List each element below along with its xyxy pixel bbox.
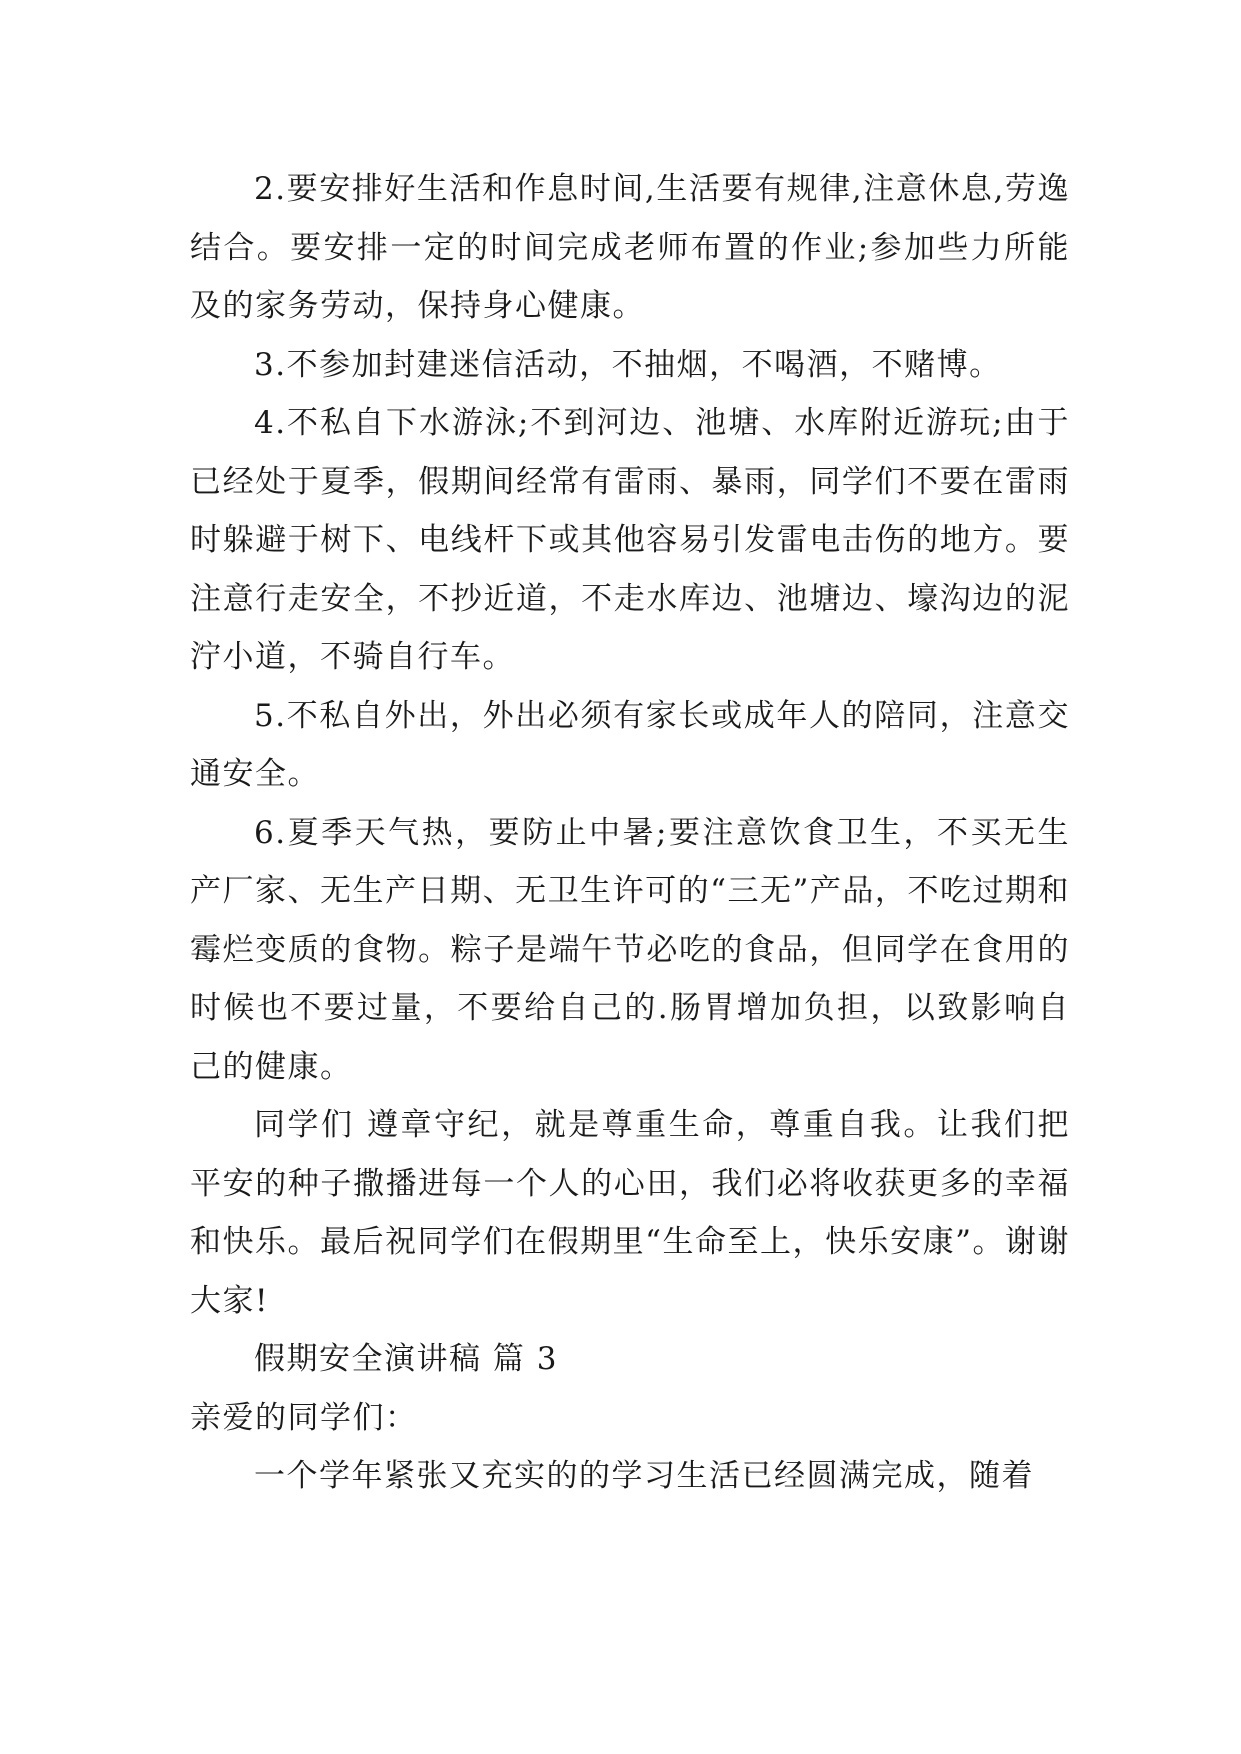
section-title: 假期安全演讲稿 篇 3 bbox=[254, 1341, 558, 1377]
paragraph-item-5: 5.不私自外出，外出必须有家长或成年人的陪同，注意交通安全。 bbox=[190, 697, 1070, 792]
paragraph-item-2: 2.要安排好生活和作息时间,生活要有规律,注意休息,劳逸结合。要安排一定的时间完成老师布置的作业;参加些力所能及的家务劳动，保持身心健康。 bbox=[190, 171, 1070, 324]
paragraph-item-6: 6.夏季天气热，要防止中暑;要注意饮食卫生，不买无生产厂家、无生产日期、无卫生许可的“三无”产品，不吃过期和霉烂变质的食物。粽子是端午节必吃的食品，但同学在食用的时候也不要过量，不要给自己的.肠胃增加负担，以致影响自己的健康。 bbox=[190, 814, 1070, 1085]
document-page bbox=[190, 160, 1070, 1506]
paragraph-item-3: 3.不参加封建迷信活动，不抽烟，不喝酒，不赌博。 bbox=[254, 346, 1002, 383]
salutation: 亲爱的同学们： bbox=[190, 1399, 418, 1436]
paragraph-opening: 一个学年紧张又充实的的学习生活已经圆满完成，随着 bbox=[254, 1458, 1034, 1494]
paragraph-item-4: 4.不私自下水游泳;不到河边、池塘、水库附近游玩;由于已经处于夏季，假期间经常有雷雨、暴雨，同学们不要在雷雨时躲避于树下、电线杆下或其他容易引发雷电击伤的地方。要注意行走安全，不抄近道，不走水库边、池塘边、壕沟边的泥泞小道，不骑自行车。 bbox=[190, 405, 1070, 675]
paragraph-closing-remarks: 同学们 遵章守纪，就是尊重生命，尊重自我。让我们把平安的种子撒播进每一个人的心田，我们必将收获更多的幸福和快乐。最后祝同学们在假期里“生命至上，快乐安康”。谢谢大家! bbox=[190, 1107, 1070, 1319]
